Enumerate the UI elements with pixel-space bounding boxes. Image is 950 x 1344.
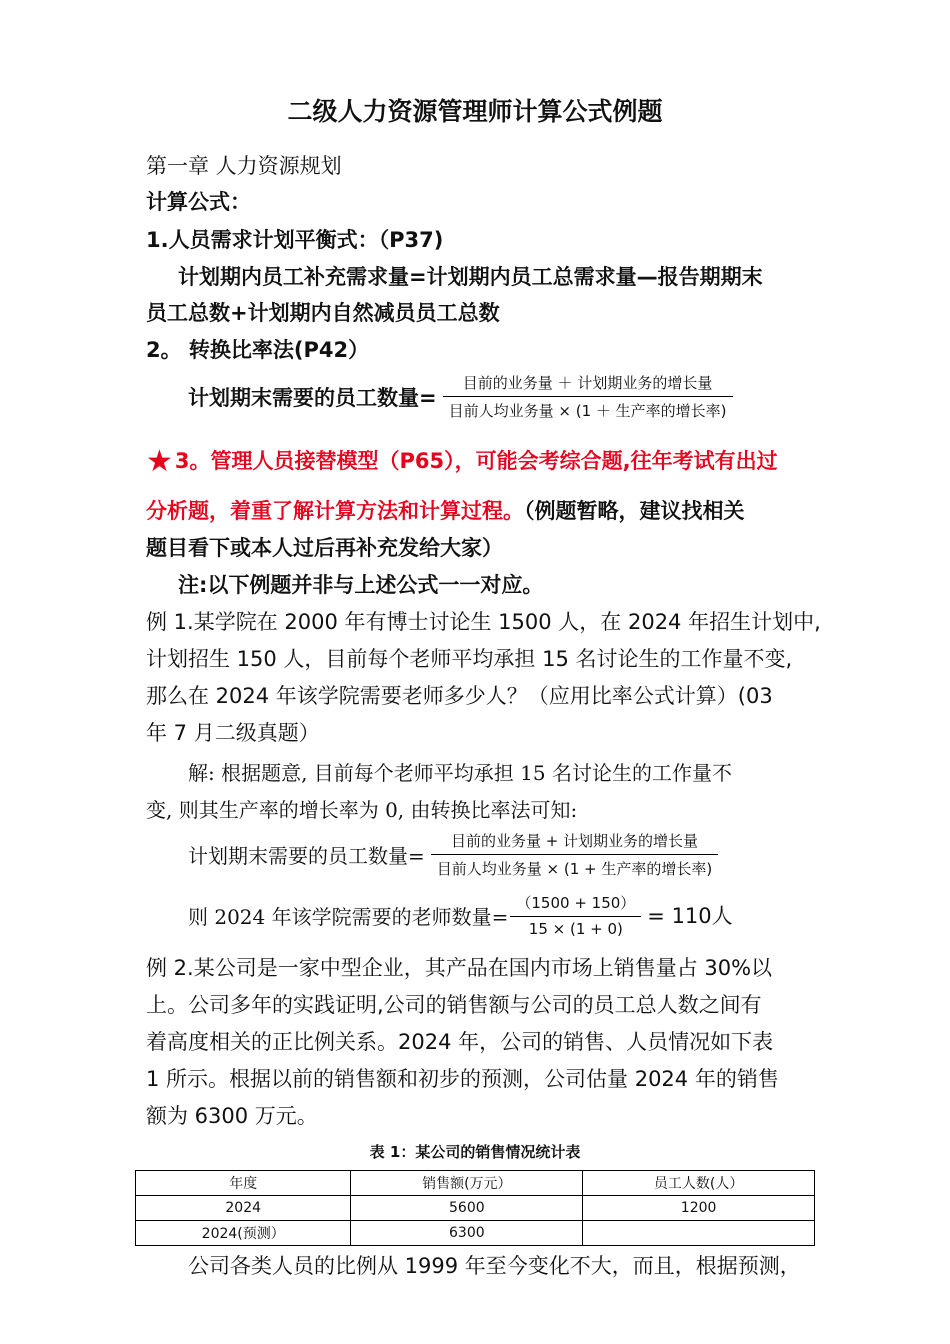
formula-denominator: 目前人均业务量 × (1 ＋ 生产率的增长率) <box>448 402 727 420</box>
example1-line: 例 1.某学院在 2000 年有博士讨论生 1500 人，在 2024 年招生计划中, <box>146 610 821 634</box>
example1-line: 那么在 2024 年该学院需要老师多少人？（应用比率公式计算）(03 <box>146 684 773 708</box>
item3-line2-black: （例题暂略，建议找相关 <box>524 499 745 523</box>
item3-line2 <box>146 495 745 525</box>
result-formula <box>188 892 733 938</box>
item1-title: 1.人员需求计划平衡式：（P37) <box>146 228 444 252</box>
fraction-bar <box>443 396 733 397</box>
table-row <box>136 1221 815 1246</box>
example2-line: 着高度相关的正比例关系。2024 年，公司的销售、人员情况如下表 <box>146 1030 774 1054</box>
table-cell: 2024(预测） <box>136 1221 351 1246</box>
item1-line1: 计划期内员工补充需求量=计划期内员工总需求量—报告期期末 <box>178 265 763 289</box>
note: 注:以下例题并非与上述公式一一对应。 <box>178 573 544 597</box>
result-numerator: （1500 + 150） <box>516 894 636 912</box>
table-header-row <box>136 1171 815 1196</box>
table-caption: 表 1：某公司的销售情况统计表 <box>369 1143 581 1161</box>
example2-line: 1 所示。根据以前的销售额和初步的预测，公司估量 2024 年的销售 <box>146 1067 779 1091</box>
example2-line: 额为 6300 万元。 <box>146 1104 318 1128</box>
table-cell: 5600 <box>351 1196 583 1221</box>
item3-line1 <box>146 444 778 479</box>
result-denominator: 15 × (1 + 0) <box>528 920 623 938</box>
fraction-bar <box>510 916 641 917</box>
formula-lhs: 计划期末需要的员工数量= <box>188 844 425 868</box>
table-cell <box>583 1221 815 1246</box>
example2-line: 上。公司多年的实践证明,公司的销售额与公司的员工总人数之间有 <box>146 993 762 1017</box>
item3-line3: 题目看下或本人过后再补充发给大家） <box>146 536 503 560</box>
formula-fraction <box>443 372 733 421</box>
table-header: 销售额(万元） <box>351 1171 583 1196</box>
example2-line: 例 2.某公司是一家中型企业，其产品在国内市场上销售量占 30%以 <box>146 956 773 980</box>
conversion-ratio-formula <box>188 372 733 421</box>
item1-line2: 员工总数+计划期内自然减员员工总数 <box>146 301 500 325</box>
result-fraction <box>510 892 641 938</box>
formula-numerator: 目前的业务量 ＋ 计划期业务的增长量 <box>462 374 713 392</box>
solution-line1: 解: 根据题意, 目前每个老师平均承担 15 名讨论生的工作量不 <box>188 761 732 785</box>
chapter-heading: 第一章 人力资源规划 <box>146 154 342 178</box>
table-cell: 6300 <box>351 1221 583 1246</box>
solution-line2: 变, 则其生产率的增长率为 0, 由转换比率法可知: <box>146 798 578 822</box>
star-icon: ★ <box>146 444 173 479</box>
formula-denominator: 目前人均业务量 × (1 + 生产率的增长率) <box>436 860 713 878</box>
fraction-bar <box>431 854 718 855</box>
example1-line: 计划招生 150 人，目前每个老师平均承担 15 名讨论生的工作量不变, <box>146 647 793 671</box>
page-title: 二级人力资源管理师计算公式例题 <box>287 97 663 126</box>
last-line: 公司各类人员的比例从 1999 年至今变化不大，而且，根据预测， <box>188 1254 801 1278</box>
table-cell: 1200 <box>583 1196 815 1221</box>
table-cell: 2024 <box>136 1196 351 1221</box>
result-value: = 110人 <box>647 904 733 928</box>
formula-heading: 计算公式： <box>146 190 251 214</box>
formula-numerator: 目前的业务量 + 计划期业务的增长量 <box>450 832 699 850</box>
table-row <box>136 1196 815 1221</box>
item3-line2-red: 分析题，着重了解计算方法和计算过程。 <box>146 499 524 523</box>
table-header: 员工人数(人） <box>583 1171 815 1196</box>
solution-formula <box>188 830 718 879</box>
item3-line1-text: 3。管理人员接替模型（P65），可能会考综合题,往年考试有出过 <box>174 449 778 473</box>
table-header: 年度 <box>136 1171 351 1196</box>
sales-table <box>135 1170 815 1246</box>
formula-fraction <box>431 830 718 879</box>
result-lhs: 则 2024 年该学院需要的老师数量= <box>188 904 509 929</box>
item2-title: 2。 转换比率法(P42） <box>146 338 370 362</box>
example1-line: 年 7 月二级真题） <box>146 721 320 745</box>
formula-lhs: 计划期末需要的员工数量= <box>188 385 437 410</box>
